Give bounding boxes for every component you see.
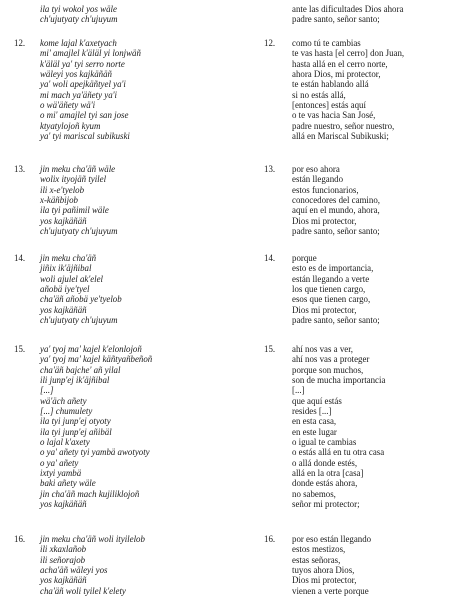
original-line: ya' tyi mariscal subikuski xyxy=(40,131,130,142)
translation-line: vienen a verte porque xyxy=(292,585,369,596)
translation-line: los que tienen cargo, xyxy=(292,284,366,295)
original-text-column xyxy=(40,38,240,141)
translation-line: estos funcionarios, xyxy=(292,184,359,195)
translation-line: esos que tienen cargo, xyxy=(292,294,371,305)
original-line: k'äläl ya' tyi serro norte xyxy=(40,58,125,69)
original-text-column xyxy=(40,4,240,25)
original-line: kome lajal k'axetyach xyxy=(40,38,117,48)
translation-line: o estás allá en tu otra casa xyxy=(292,447,385,458)
translation-line: donde estás ahora, xyxy=(292,478,358,489)
original-line: yos kajkäñäñ xyxy=(40,575,87,586)
original-line: ixtyi yambä xyxy=(40,468,82,479)
original-line: ili xkaxlañob xyxy=(40,544,87,555)
original-line: wolix ityojäñ tyilel xyxy=(40,174,107,185)
translation-line: que aquí estás xyxy=(292,395,342,406)
translation-line: allá en la otra [casa] xyxy=(292,468,364,479)
stanza-number-right: 13. xyxy=(264,164,276,174)
translation-line: si no estás allá, xyxy=(292,89,346,100)
stanza-number-left: 12. xyxy=(14,38,26,48)
original-line: cha'äñ añobä ye'tyelob xyxy=(40,294,122,305)
original-line: ili junp'ej ik'äjñibal xyxy=(40,375,110,386)
translation-column xyxy=(292,4,447,25)
translation-column xyxy=(292,38,447,141)
original-line: [...] chumulety xyxy=(40,406,93,417)
original-line: ya' tyoj ma' kajel käñtyañbeñoñ xyxy=(40,354,153,365)
translation-column xyxy=(292,344,447,510)
stanza-number-right: 14. xyxy=(264,253,276,263)
original-line: ya' woli apejkäñtyel ya'i xyxy=(40,79,126,90)
original-line: o ya' añety xyxy=(40,457,79,468)
translation-line: esto es de importancia, xyxy=(292,263,374,274)
original-line: ch'ujutyaty ch'ujuyum xyxy=(40,315,118,326)
original-line: ila tyi wokol yos wäle xyxy=(40,4,117,14)
original-line: mi mach ya'äñety ya'i xyxy=(40,89,117,100)
translation-column xyxy=(292,534,447,596)
translation-line: tuyos ahora Dios, xyxy=(292,565,355,576)
original-line: ktyatylojoñ kyum xyxy=(40,120,101,131)
translation-line: señor mi protector; xyxy=(292,499,360,510)
translation-line: allá en Mariscal Subikuski; xyxy=(292,131,389,142)
original-line: yos kajkäñäñ xyxy=(40,215,87,226)
original-line: jiñix ik'äjñibal xyxy=(40,263,92,274)
translation-line: te vas hasta [el cerro] don Juan, xyxy=(292,48,405,59)
original-line: ila tyi pañimil wäle xyxy=(40,205,109,216)
translation-line: resides [...] xyxy=(292,406,332,417)
original-line: cha'äñ woli tyilel k'elety xyxy=(40,585,126,596)
original-line: yos kajkäñäñ xyxy=(40,304,87,315)
translation-line: Dios mi protector, xyxy=(292,304,357,315)
original-line: wäleyi yos kajkäñäñ xyxy=(40,69,112,80)
translation-line: en este lugar xyxy=(292,426,337,437)
translation-line: porque son muchos, xyxy=(292,364,364,375)
stanza-number-right: 16. xyxy=(264,534,276,544)
translation-line: ante las dificultades Dios ahora xyxy=(292,4,404,14)
original-line: cha'äñ bajche' añ yilal xyxy=(40,364,121,375)
stanza-number-right: 12. xyxy=(264,38,276,48)
original-line: jin cha'äñ mach kujiliklojoñ xyxy=(40,488,140,499)
translation-line: hasta allá en el cerro norte, xyxy=(292,58,388,69)
original-line: ili x-e'tyelob xyxy=(40,184,85,195)
original-line: ch'ujutyaty ch'ujuyum xyxy=(40,14,118,25)
translation-line: Dios mi protector, xyxy=(292,215,357,226)
original-line: ch'ujutyaty ch'ujuyum xyxy=(40,226,118,237)
original-text-column xyxy=(40,344,240,510)
original-line: yos kajkäñäñ xyxy=(40,499,87,510)
original-line: jin meku cha'äñ xyxy=(40,253,97,263)
stanza-number-left: 15. xyxy=(14,344,26,354)
stanza-number-right: 15. xyxy=(264,344,276,354)
original-line: jin meku cha'äñ woli ityilelob xyxy=(40,534,145,544)
translation-line: estas señoras, xyxy=(292,554,341,565)
translation-line: o te vas hacia San José, xyxy=(292,110,376,121)
translation-column xyxy=(292,164,447,236)
original-text-column xyxy=(40,534,240,596)
original-line: ila tyi junp'ej otyoty xyxy=(40,416,111,427)
original-line: o wä'äñety wä'i xyxy=(40,100,96,111)
translation-line: [entonces] estás aquí xyxy=(292,100,366,111)
translation-line: ahora Dios, mi protector, xyxy=(292,69,381,80)
original-line: ila tyi junp'ej añibäl xyxy=(40,426,112,437)
original-line: mi' amajlel k'äläl yi lonjwäñ xyxy=(40,48,141,59)
translation-line: te están hablando allá xyxy=(292,79,369,90)
original-line: o ya' añety tyi yambä awotyoty xyxy=(40,447,150,458)
original-line: acha'äñ wäleyi yos xyxy=(40,565,108,576)
original-text-column xyxy=(40,253,240,325)
original-line: o lajal k'axety xyxy=(40,437,90,448)
original-line: x-käñbijob xyxy=(40,195,78,206)
translation-line: están llegando a verte xyxy=(292,273,370,284)
translation-line: padre nuestro, señor nuestro, xyxy=(292,120,395,131)
translation-line: como tú te cambias xyxy=(292,38,361,48)
translation-line: o allá donde estés, xyxy=(292,457,358,468)
translation-line: padre santo, señor santo; xyxy=(292,226,380,237)
translation-line: por eso ahora xyxy=(292,164,340,174)
translation-line: conocedores del camino, xyxy=(292,195,380,206)
original-text-column xyxy=(40,164,240,236)
translation-line: porque xyxy=(292,253,317,263)
translation-line: padre santo, señor santo; xyxy=(292,315,380,326)
original-line: jin meku cha'äñ wäle xyxy=(40,164,116,174)
stanza-number-left: 13. xyxy=(14,164,26,174)
original-line: añobä iye'tyel xyxy=(40,284,90,295)
original-line: o mi' amajlel tyi san jose xyxy=(40,110,129,121)
original-line: [...] xyxy=(40,385,54,396)
translation-line: ahí nos vas a proteger xyxy=(292,354,370,365)
translation-line: o igual te cambias xyxy=(292,437,357,448)
translation-line: ahí nos vas a ver, xyxy=(292,344,354,354)
translation-line: son de mucha importancia xyxy=(292,375,386,386)
original-line: ili señorajob xyxy=(40,554,86,565)
translation-line: están llegando xyxy=(292,174,344,185)
translation-line: estos mestizos, xyxy=(292,544,346,555)
original-line: woli ajulel ak'elel xyxy=(40,273,104,284)
translation-line: padre santo, señor santo; xyxy=(292,14,380,25)
translation-line: por eso están llegando xyxy=(292,534,372,544)
stanza-number-left: 14. xyxy=(14,253,26,263)
translation-line: aquí en el mundo, ahora, xyxy=(292,205,380,216)
stanza-number-left: 16. xyxy=(14,534,26,544)
original-line: ya' tyoj ma' kajel k'elonlojoñ xyxy=(40,344,142,354)
translation-line: en esta casa, xyxy=(292,416,337,427)
translation-line: [...] xyxy=(292,385,305,396)
translation-line: Dios mi protector, xyxy=(292,575,357,586)
original-line: baki añety wäle xyxy=(40,478,96,489)
translation-line: no sabemos, xyxy=(292,488,336,499)
original-line: wä'äch añety xyxy=(40,395,87,406)
translation-column xyxy=(292,253,447,325)
